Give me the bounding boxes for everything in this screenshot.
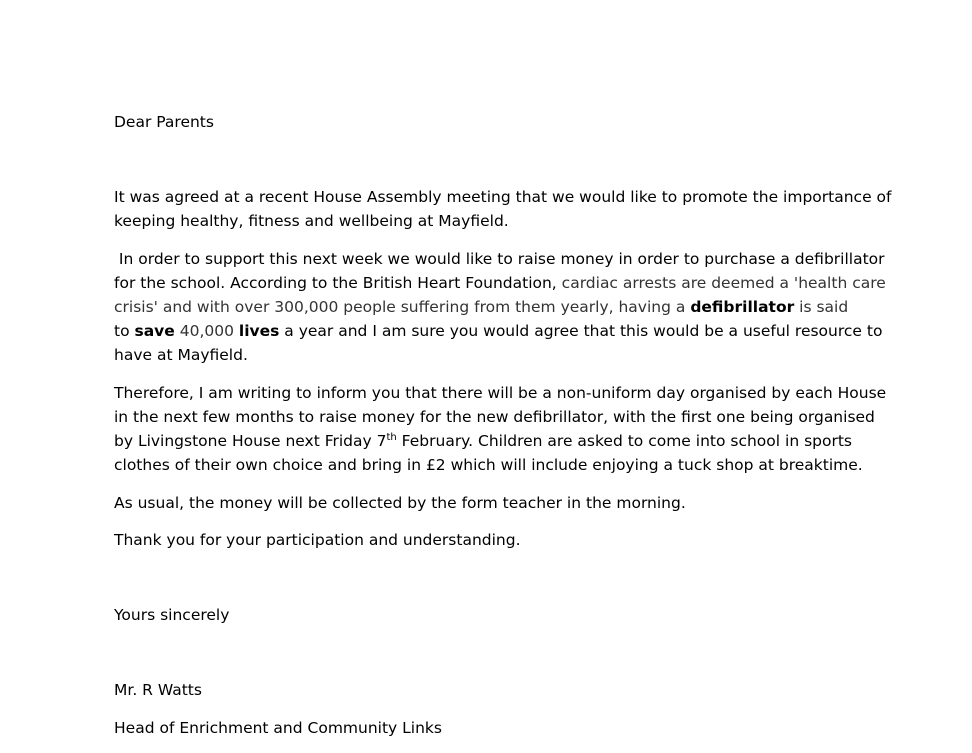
- paragraph-2-line-3-start: crisis' and with over 300,000 people suffering from them yearly, having a: [114, 298, 691, 316]
- paragraph-5: Thank you for your participation and understanding.: [114, 531, 521, 549]
- paragraph-2-line-3-end: is said: [794, 298, 849, 316]
- signatory-name: Mr. R Watts: [114, 681, 202, 699]
- paragraph-1-line-2: keeping healthy, fitness and wellbeing at Mayfield.: [114, 212, 509, 230]
- paragraph-1-line-1: It was agreed at a recent House Assembly meeting that we would like to promote the importance of: [114, 188, 892, 206]
- paragraph-3-line-3: [114, 429, 852, 453]
- paragraph-2-line-1: In order to support this next week we would like to raise money in order to purchase a defibrillator: [114, 250, 885, 268]
- paragraph-2-line-4-start: to: [114, 322, 135, 340]
- paragraph-4: As usual, the money will be collected by the form teacher in the morning.: [114, 494, 686, 512]
- paragraph-2-line-5: have at Mayfield.: [114, 346, 248, 364]
- paragraph-2-line-4-end: a year and I am sure you would agree that this would be a useful resource to: [279, 322, 883, 340]
- paragraph-3-line-3-end: February. Children are asked to come into school in sports: [396, 432, 852, 450]
- paragraph-3-line-2: in the next few months to raise money for the new defibrillator, with the first one being organised: [114, 408, 875, 426]
- paragraph-2-line-3: [114, 295, 848, 319]
- save-bold: save: [134, 322, 175, 340]
- paragraph-2-line-4: [114, 319, 882, 343]
- lives-bold: lives: [238, 322, 280, 340]
- closing: Yours sincerely: [114, 606, 230, 624]
- paragraph-3-line-4: clothes of their own choice and bring in £2 which will include enjoying a tuck shop at breaktime.: [114, 456, 863, 474]
- defibrillator-bold: defibrillator: [690, 298, 795, 316]
- paragraph-3-line-3-start: by Livingstone House next Friday 7: [114, 432, 387, 450]
- paragraph-2-line-4-number: 40,000: [174, 322, 239, 340]
- paragraph-2-line-2-quote: cardiac arrests are deemed a 'health care: [561, 274, 886, 292]
- signatory-title: Head of Enrichment and Community Links: [114, 719, 442, 737]
- paragraph-3-line-1: Therefore, I am writing to inform you that there will be a non-uniform day organised by each House: [114, 384, 887, 402]
- paragraph-2-line-2-start: for the school. According to the British Heart Foundation,: [114, 274, 562, 292]
- ordinal-suffix: th: [386, 431, 397, 443]
- paragraph-2-line-2: [114, 271, 886, 295]
- salutation: Dear Parents: [114, 113, 214, 131]
